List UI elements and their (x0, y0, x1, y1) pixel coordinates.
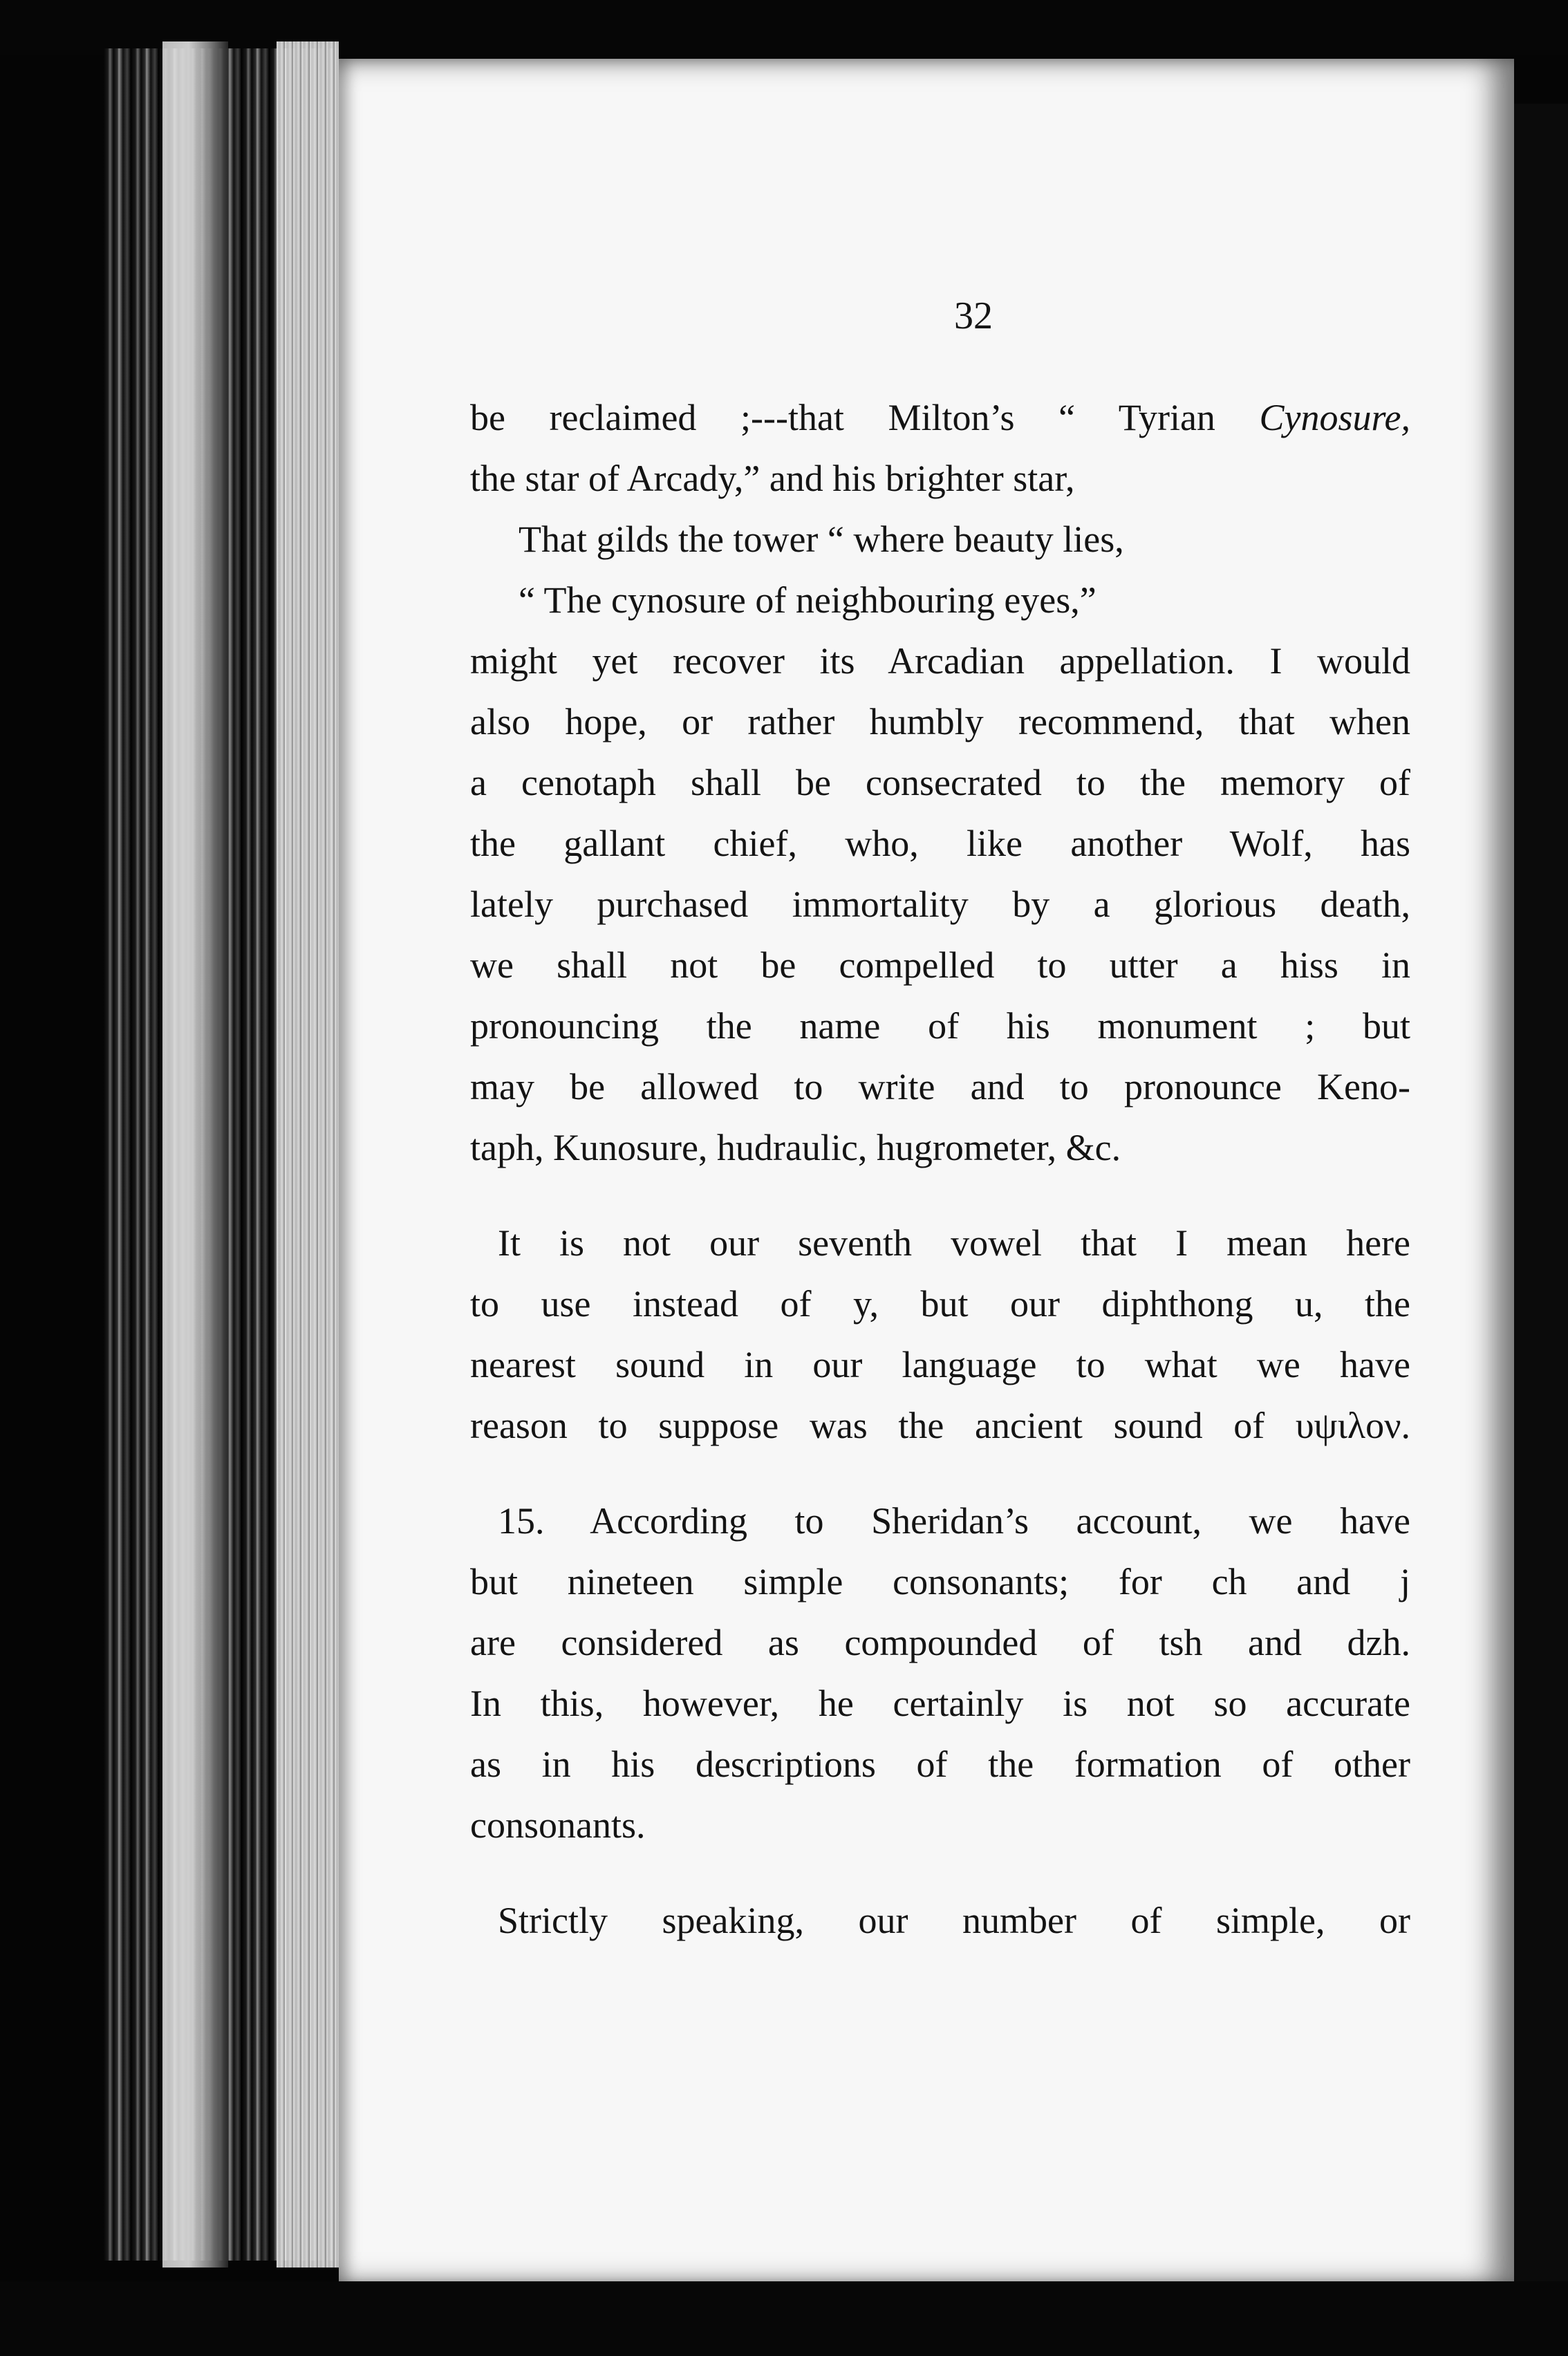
page-edge-highlight-inner (277, 41, 339, 2268)
text-line: may be allowed to write and to pronounce Keno- (470, 1066, 1410, 1107)
text-line: reason to suppose was the ancient sound of υψιλον. (470, 1405, 1410, 1446)
text-line: In this, however, he certainly is not so accurate (470, 1683, 1410, 1724)
text-line: pronouncing the name of his monument ; but (470, 1005, 1410, 1047)
text-line: 15. According to Sheridan’s account, we have (498, 1500, 1410, 1542)
page-edge-highlight (162, 41, 228, 2268)
text-line: be reclaimed ;---that Milton’s “ Tyrian Cynosure, (470, 397, 1410, 438)
verse-line: That gilds the tower “ where beauty lies, (519, 518, 1124, 560)
text-line: are considered as compounded of tsh and dzh. (470, 1622, 1410, 1663)
text-line: as in his descriptions of the formation of other (470, 1743, 1410, 1785)
text-line: to use instead of y, but our diphthong u, the (470, 1283, 1410, 1325)
scan-right-border (1514, 104, 1568, 2281)
text-line: Strictly speaking, our number of simple, or (498, 1900, 1410, 1941)
scan-top-border (0, 0, 1568, 55)
text-line: consonants. (470, 1804, 646, 1846)
text-line: we shall not be compelled to utter a hiss in (470, 944, 1410, 986)
text-line: the gallant chief, who, like another Wolf, has (470, 823, 1410, 864)
text-line: but nineteen simple consonants; for ch and j (470, 1561, 1410, 1602)
text-line: nearest sound in our language to what we have (470, 1344, 1410, 1385)
text-line: the star of Arcady,” and his brighter star, (470, 458, 1075, 499)
text-line: lately purchased immortality by a glorious death, (470, 884, 1410, 925)
text-line: also hope, or rather humbly recommend, that when (470, 701, 1410, 742)
scan-bottom-border (0, 2281, 1568, 2356)
text-line: a cenotaph shall be consecrated to the memory of (470, 762, 1410, 803)
verse-line: “ The cynosure of neighbouring eyes,” (519, 579, 1096, 621)
text-line: might yet recover its Arcadian appellation. I would (470, 640, 1410, 682)
page-text (470, 290, 1410, 1951)
page-number: 32 (954, 294, 993, 337)
text-line: taph, Kunosure, hudraulic, hugrometer, &c. (470, 1127, 1121, 1168)
text-line: It is not our seventh vowel that I mean here (498, 1222, 1410, 1264)
